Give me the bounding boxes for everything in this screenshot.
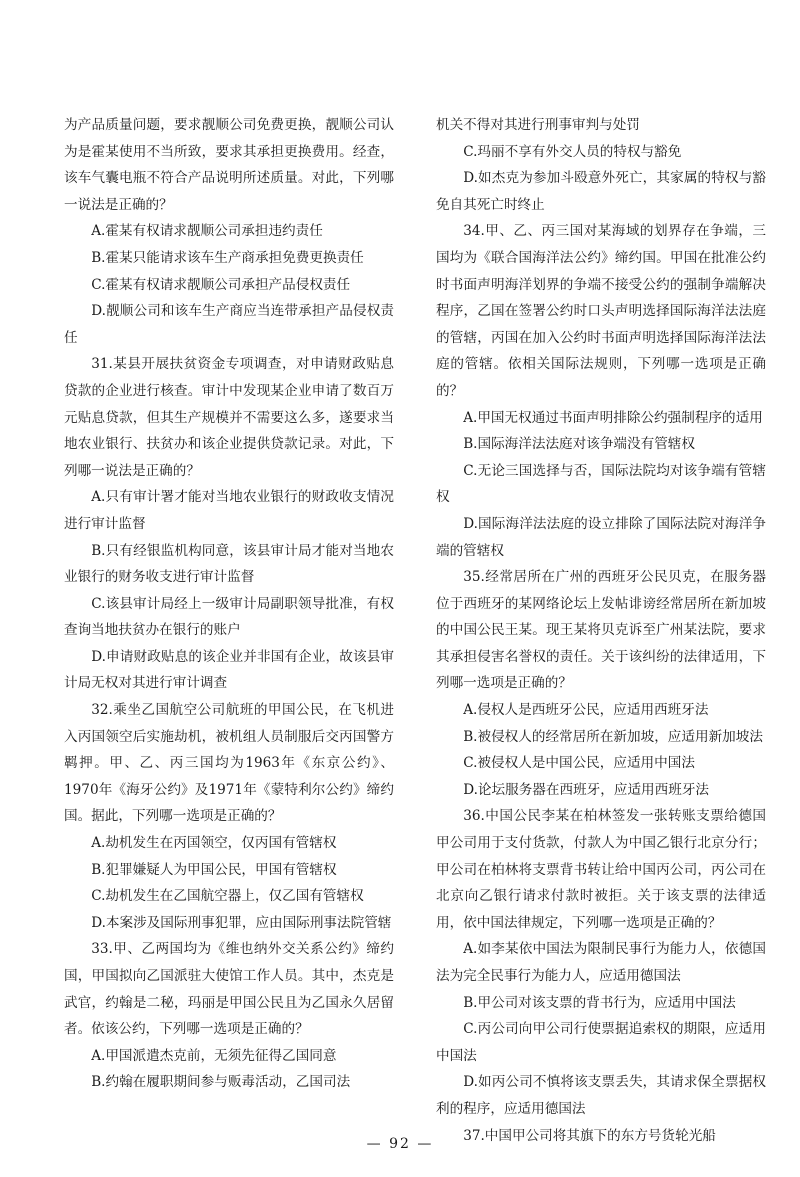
page-number: — 92 — (366, 1136, 434, 1152)
paragraph: 为产品质量问题，要求靓顺公司免费更换，靓顺公司认为是霍某使用不当所致，要求其承担更换费用。经查，该车气囊电瓶不符合产品说明所述质量。对此，下列哪一说法是正确的？ (64, 117, 394, 213)
paragraph: D.如杰克为参加斗殴意外死亡，其家属的特权与豁免自其死亡时终止 (436, 170, 766, 213)
paragraph: D.靓顺公司和该车生产商应当连带承担产品侵权责任 (64, 303, 394, 346)
paragraph: C.无论三国选择与否，国际法院均对该争端有管辖权 (436, 462, 766, 506)
paragraph: B.只有经银监机构同意，该县审计局才能对当地农业银行的财务收支进行审计监督 (64, 542, 394, 586)
paragraph: 机关不得对其进行刑事审判与处罚 (436, 117, 640, 133)
paragraph: D.申请财政贴息的该企业并非国有企业，故该县审计局无权对其进行审计调查 (64, 648, 394, 692)
left-column (64, 112, 394, 1096)
paragraph: 33.甲、乙两国均为《维也纳外交关系公约》缔约国，甲国拟向乙国派驻大使馆工作人员。其中，杰克是武官，约翰是二秘，玛丽是甲国公民且为乙国永久居留者。依该公约，下列哪一选项是正确的？ (64, 941, 394, 1038)
paragraph: 37.中国甲公司将其旗下的东方号货轮光船 (463, 1127, 716, 1144)
paragraph: 32.乘坐乙国航空公司航班的甲国公民，在飞机进入丙国领空后实施劫机，被机组人员制服后交丙国警方羁押。甲、乙、丙三国均为1963年《东京公约》、1970年《海牙公约》及1971年《蒙特利尔公约》缔约国。据此，下列哪一选项是正确的？ (64, 702, 394, 825)
paragraph: B.国际海洋法法庭对该争端没有管辖权 (463, 436, 695, 453)
paragraph: C.霍某有权请求靓顺公司承担产品侵权责任 (91, 276, 351, 293)
paragraph: 34.甲、乙、丙三国对某海域的划界存在争端，三国均为《联合国海洋法公约》缔约国。甲国在批准公约时书面声明海洋划界的争端不接受公约的强制争端解决程序，乙国在签署公约时口头声明选择国际海洋法法庭的管辖，丙国在加入公约时书面声明选择国际海洋法法庭的管辖。依相关国际法规则，下列哪一选项是正确的？ (436, 223, 766, 399)
right-column (436, 112, 766, 1149)
paragraph: A.甲国无权通过书面声明排除公约强制程序的适用 (463, 409, 763, 426)
paragraph: B.犯罪嫌疑人为甲国公民，甲国有管辖权 (91, 861, 337, 878)
paragraph: A.如李某依中国法为限制民事行为能力人，依德国法为完全民事行为能力人，应适用德国法 (436, 941, 766, 984)
paragraph: D.论坛服务器在西班牙，应适用西班牙法 (463, 781, 710, 798)
paragraph: C.玛丽不享有外交人员的特权与豁免 (463, 143, 682, 160)
paragraph: D.国际海洋法法庭的设立排除了国际法院对海洋争端的管辖权 (436, 515, 766, 559)
paragraph: C.该县审计局经上一级审计局副职领导批准，有权查询当地扶贫办在银行的账户 (64, 595, 394, 639)
paragraph: 35.经常居所在广州的西班牙公民贝克，在服务器位于西班牙的某网络论坛上发帖诽谤经常居所在新加坡的中国公民王某。现王某将贝克诉至广州某法院，要求其承担侵害名誉权的责任。关于该纠纷的法律适用，下列哪一选项是正确的？ (436, 569, 766, 692)
paragraph: A.霍某有权请求靓顺公司承担违约责任 (91, 223, 323, 240)
paragraph: C.丙公司向甲公司行使票据追索权的期限，应适用中国法 (436, 1021, 766, 1064)
paragraph: A.甲国派遣杰克前，无须先征得乙国同意 (91, 1047, 337, 1064)
paragraph: B.霍某只能请求该车生产商承担免费更换责任 (91, 249, 364, 266)
paragraph: D.本案涉及国际刑事犯罪，应由国际刑事法院管辖 (91, 914, 392, 931)
paragraph: C.被侵权人是中国公民，应适用中国法 (463, 755, 695, 772)
paragraph: A.侵权人是西班牙公民，应适用西班牙法 (463, 702, 709, 719)
paragraph: 36.中国公民李某在柏林签发一张转账支票给德国甲公司用于支付货款，付款人为中国乙银行北京分行；甲公司在柏林将支票背书转让给中国丙公司，丙公司在北京向乙银行请求付款时被拒。关于该支票的法律适用，依中国法律规定，下列哪一选项是正确的？ (436, 808, 766, 931)
paragraph: A.只有审计署才能对当地农业银行的财政收支情况进行审计监督 (64, 489, 394, 532)
paragraph: 31.某县开展扶贫资金专项调查，对申请财政贴息贷款的企业进行核查。审计中发现某企业申请了数百万元贴息贷款，但其生产规模并不需要这么多，遂要求当地农业银行、扶贫办和该企业提供贷款记录。对此，下列哪一说法是正确的？ (64, 356, 394, 479)
paragraph: A.劫机发生在丙国领空，仅丙国有管辖权 (91, 835, 337, 852)
paragraph: C.劫机发生在乙国航空器上，仅乙国有管辖权 (91, 888, 364, 905)
paragraph: B.被侵权人的经常居所在新加坡，应适用新加坡法 (463, 728, 763, 745)
paragraph: B.甲公司对该支票的背书行为，应适用中国法 (463, 994, 736, 1011)
paragraph: D.如丙公司不慎将该支票丢失，其请求保全票据权利的程序，应适用德国法 (436, 1074, 766, 1117)
paragraph: B.约翰在履职期间参与贩毒活动，乙国司法 (91, 1074, 351, 1091)
